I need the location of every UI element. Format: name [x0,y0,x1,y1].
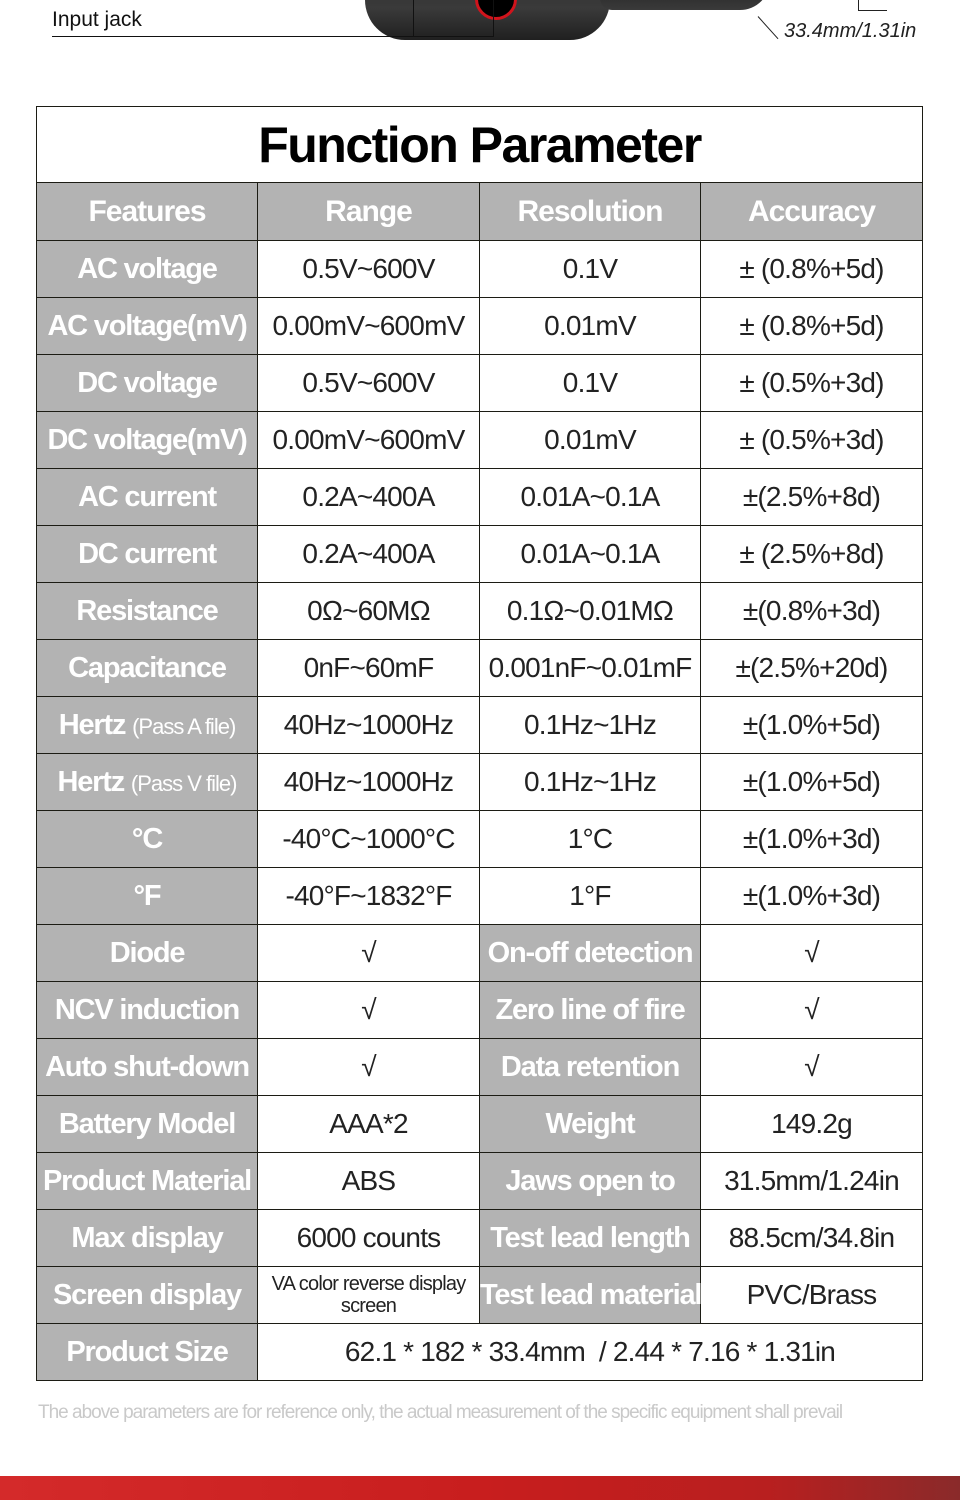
feature-name: Capacitance [68,651,226,684]
feature-name: AC current [78,480,216,513]
table-row [37,241,923,298]
spec-value: AAA*2 [258,1096,480,1153]
range-value: 40Hz~1000Hz [258,754,480,811]
meter-side-graphic [600,0,770,10]
accuracy-value: ± (0.5%+3d) [701,355,923,412]
feature-label [37,469,258,526]
spec-label: Battery Model [37,1096,258,1153]
function-parameter-table [36,106,923,1381]
table-row [37,1153,923,1210]
spec-label: On-off detection [480,925,701,982]
table-row [37,868,923,925]
spec-value: ABS [258,1153,480,1210]
range-value: 0.00mV~600mV [258,412,480,469]
resolution-value: 0.1Hz~1Hz [480,697,701,754]
feature-label [37,412,258,469]
table-row [37,1267,923,1324]
resolution-value: 0.1Hz~1Hz [480,754,701,811]
spec-value: 88.5cm/34.8in [701,1210,923,1267]
decorative-red-band [0,1476,960,1500]
range-value: 0nF~60mF [258,640,480,697]
spec-value: 6000 counts [258,1210,480,1267]
resolution-value: 0.01mV [480,412,701,469]
table-row [37,754,923,811]
feature-qualifier: (Pass A file) [132,713,236,739]
spec-value: √ [701,982,923,1039]
spec-label: Data retention [480,1039,701,1096]
accuracy-value: ±(2.5%+8d) [701,469,923,526]
spec-value: VA color reverse display screen [258,1267,480,1324]
table-row [37,1210,923,1267]
table-row [37,469,923,526]
resolution-value: 0.1V [480,241,701,298]
feature-label [37,868,258,925]
resolution-value: 0.1V [480,355,701,412]
feature-name: °F [133,879,161,912]
dimension-bracket [858,0,887,11]
range-value: 0.00mV~600mV [258,298,480,355]
table-row [37,1039,923,1096]
spec-label: Screen display [37,1267,258,1324]
spec-value: √ [258,982,480,1039]
feature-name: Resistance [76,594,218,627]
input-jack-label: Input jack [52,8,142,31]
spec-label: Test lead material [480,1267,701,1324]
feature-label [37,241,258,298]
range-value: -40°C~1000°C [258,811,480,868]
feature-label: Product Size [37,1324,258,1381]
table-row [37,526,923,583]
spec-value: PVC/Brass [701,1267,923,1324]
accuracy-value: ±(0.8%+3d) [701,583,923,640]
table-row [37,925,923,982]
product-size-value: 62.1 * 182 * 33.4mm / 2.44 * 7.16 * 1.31in [258,1324,923,1381]
spec-label: Product Material [37,1153,258,1210]
column-header-accuracy: Accuracy [701,183,923,241]
table-row [37,811,923,868]
feature-label [37,583,258,640]
feature-name: °C [131,822,163,855]
table-row [37,412,923,469]
spec-value: √ [258,1039,480,1096]
resolution-value: 0.01A~0.1A [480,469,701,526]
feature-name: DC voltage(mV) [47,423,247,456]
feature-label [37,754,258,811]
accuracy-value: ±(1.0%+3d) [701,811,923,868]
range-value: 0.2A~400A [258,469,480,526]
spec-label: Max display [37,1210,258,1267]
range-value: 0.5V~600V [258,355,480,412]
resolution-value: 1°C [480,811,701,868]
feature-name: DC current [78,537,216,570]
range-value: 0.2A~400A [258,526,480,583]
accuracy-value: ±(1.0%+5d) [701,754,923,811]
accuracy-value: ±(2.5%+20d) [701,640,923,697]
column-header-range: Range [258,183,480,241]
feature-qualifier: (Pass V file) [130,770,237,796]
dimension-line [758,16,779,39]
resolution-value: 0.001nF~0.01mF [480,640,701,697]
feature-name: AC voltage(mV) [47,309,247,342]
feature-label [37,298,258,355]
resolution-value: 0.01mV [480,298,701,355]
spec-label: Jaws open to [480,1153,701,1210]
table-row [37,982,923,1039]
range-value: 40Hz~1000Hz [258,697,480,754]
feature-name: Hertz [57,765,125,798]
table-row [37,697,923,754]
feature-name: AC voltage [77,252,217,285]
spec-label: Diode [37,925,258,982]
range-value: 0.5V~600V [258,241,480,298]
accuracy-value: ± (2.5%+8d) [701,526,923,583]
feature-label [37,355,258,412]
table-row [37,1096,923,1153]
resolution-value: 1°F [480,868,701,925]
table-row [37,583,923,640]
feature-name: DC voltage [77,366,217,399]
table-row [37,640,923,697]
table-header-row [37,183,923,241]
table-row [37,355,923,412]
feature-label [37,640,258,697]
spec-value: 31.5mm/1.24in [701,1153,923,1210]
spec-label: Test lead length [480,1210,701,1267]
range-value: 0Ω~60MΩ [258,583,480,640]
spec-value: √ [258,925,480,982]
accuracy-value: ± (0.5%+3d) [701,412,923,469]
resolution-value: 0.01A~0.1A [480,526,701,583]
table-row-product-size [37,1324,923,1381]
thickness-dimension-label: 33.4mm/1.31in [784,20,917,42]
accuracy-value: ± (0.8%+5d) [701,298,923,355]
spec-value: 149.2g [701,1096,923,1153]
table-title: Function Parameter [37,107,923,183]
resolution-value: 0.1Ω~0.01MΩ [480,583,701,640]
range-value: -40°F~1832°F [258,868,480,925]
spec-label: NCV induction [37,982,258,1039]
spec-value: √ [701,1039,923,1096]
column-header-features: Features [37,183,258,241]
accuracy-value: ± (0.8%+5d) [701,241,923,298]
column-header-resolution: Resolution [480,183,701,241]
disclaimer-footnote: The above parameters are for reference only, the actual measurement of the specific equipment shall prevail [38,1402,843,1423]
spec-value: √ [701,925,923,982]
feature-label [37,526,258,583]
accuracy-value: ±(1.0%+3d) [701,868,923,925]
spec-label: Weight [480,1096,701,1153]
spec-label: Zero line of fire [480,982,701,1039]
product-diagram-header [0,0,960,60]
callout-line [52,36,494,37]
callout-line [413,0,414,37]
table-row [37,298,923,355]
feature-name: Hertz [58,708,126,741]
accuracy-value: ±(1.0%+5d) [701,697,923,754]
spec-label: Auto shut-down [37,1039,258,1096]
feature-label [37,811,258,868]
callout-line [493,0,494,37]
feature-label [37,697,258,754]
